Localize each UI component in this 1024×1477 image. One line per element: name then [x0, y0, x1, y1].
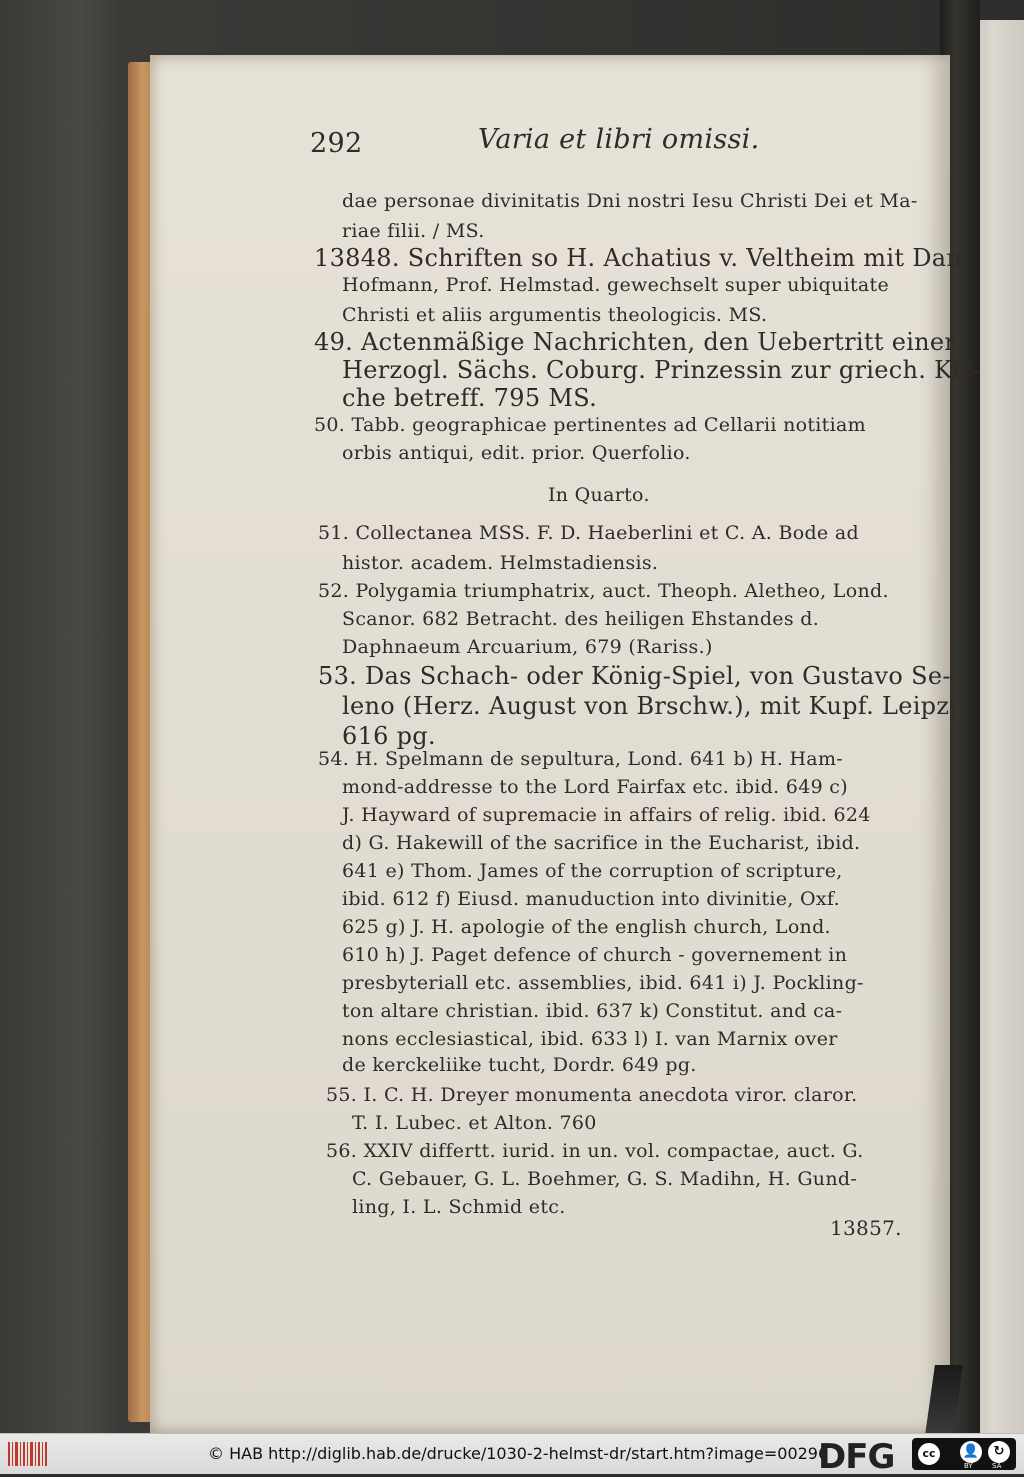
text-line: 49. Actenmäßige Nachrichten, den Uebertritt einer [314, 328, 957, 356]
text-line: 55. I. C. H. Dreyer monumenta anecdota viror. claror. [326, 1084, 858, 1106]
text-line: Daphnaeum Arcuarium, 679 (Rariss.) [342, 636, 713, 658]
barcode-icon [8, 1442, 48, 1466]
text-line: ibid. 612 f) Eiusd. manuduction into divinitie, Oxf. [342, 888, 840, 910]
dfg-logo[interactable]: DFG [818, 1437, 895, 1477]
text-line: Hofmann, Prof. Helmstad. gewechselt super ubiquitate [342, 274, 889, 296]
copyright-link[interactable]: © HAB http://diglib.hab.de/drucke/1030-2-helmst-dr/start.htm?image=00296 [208, 1444, 829, 1463]
text-line: J. Hayward of supremacie in affairs of relig. ibid. 624 [342, 804, 871, 826]
text-line: Christi et aliis argumentis theologicis. MS. [342, 304, 768, 326]
catchword: 13857. [830, 1216, 902, 1240]
text-line: 54. H. Spelmann de sepultura, Lond. 641 b) H. Ham- [318, 748, 843, 770]
text-line: leno (Herz. August von Brschw.), mit Kupf. Leipz. [342, 692, 958, 720]
section-heading: In Quarto. [548, 484, 650, 506]
text-line: che betreff. 795 MS. [342, 384, 598, 412]
text-line: 610 h) J. Paget defence of church - governement in [342, 944, 848, 966]
text-line: Herzogl. Sächs. Coburg. Prinzessin zur griech. Kir- [342, 356, 981, 384]
text-line: orbis antiqui, edit. prior. Querfolio. [342, 442, 691, 464]
text-line: 56. XXIV differtt. iurid. in un. vol. compactae, auct. G. [326, 1140, 864, 1162]
text-line: Scanor. 682 Betracht. des heiligen Ehstandes d. [342, 608, 820, 630]
text-line: 53. Das Schach- oder König-Spiel, von Gustavo Se- [318, 662, 951, 690]
text-line: 641 e) Thom. James of the corruption of scripture, [342, 860, 843, 882]
text-line: 51. Collectanea MSS. F. D. Haeberlini et C. A. Bode ad [318, 522, 859, 544]
text-line: 13848. Schriften so H. Achatius v. Veltheim mit Dan. [314, 244, 971, 272]
text-line: mond-addresse to the Lord Fairfax etc. ibid. 649 c) [342, 776, 848, 798]
text-line: dae personae divinitatis Dni nostri Iesu Christi Dei et Ma- [342, 190, 918, 212]
text-line: presbyteriall etc. assemblies, ibid. 641 i) J. Pockling- [342, 972, 864, 994]
cc-icon: cc [916, 1441, 942, 1467]
text-line: riae filii. / MS. [342, 220, 485, 242]
viewer-footer [0, 1433, 1024, 1477]
running-title: Varia et libri omissi. [478, 124, 760, 155]
text-line: d) G. Hakewill of the sacrifice in the Eucharist, ibid. [342, 832, 861, 854]
text-line: de kerckeliike tucht, Dordr. 649 pg. [342, 1054, 697, 1076]
text-line: histor. academ. Helmstadiensis. [342, 552, 659, 574]
by-label: BY [964, 1462, 973, 1470]
sa-label: SA [992, 1462, 1002, 1470]
text-line: nons ecclesiastical, ibid. 633 l) I. van Marnix over [342, 1028, 838, 1050]
attribution-icon: 👤 [960, 1441, 982, 1463]
text-line: C. Gebauer, G. L. Boehmer, G. S. Madihn, H. Gund- [352, 1168, 858, 1190]
text-line: 616 pg. [342, 722, 436, 750]
text-line: T. I. Lubec. et Alton. 760 [352, 1112, 597, 1134]
text-line: 50. Tabb. geographicae pertinentes ad Cellarii notitiam [314, 414, 866, 436]
text-line: 52. Polygamia triumphatrix, auct. Theoph. Aletheo, Lond. [318, 580, 889, 602]
text-line: ton altare christian. ibid. 637 k) Constitut. and ca- [342, 1000, 843, 1022]
text-line: ling, I. L. Schmid etc. [352, 1196, 566, 1218]
page-number: 292 [310, 128, 363, 159]
share-alike-icon: ↻ [988, 1441, 1010, 1463]
text-line: 625 g) J. H. apologie of the english church, Lond. [342, 916, 831, 938]
creative-commons-badge[interactable] [912, 1438, 1016, 1470]
